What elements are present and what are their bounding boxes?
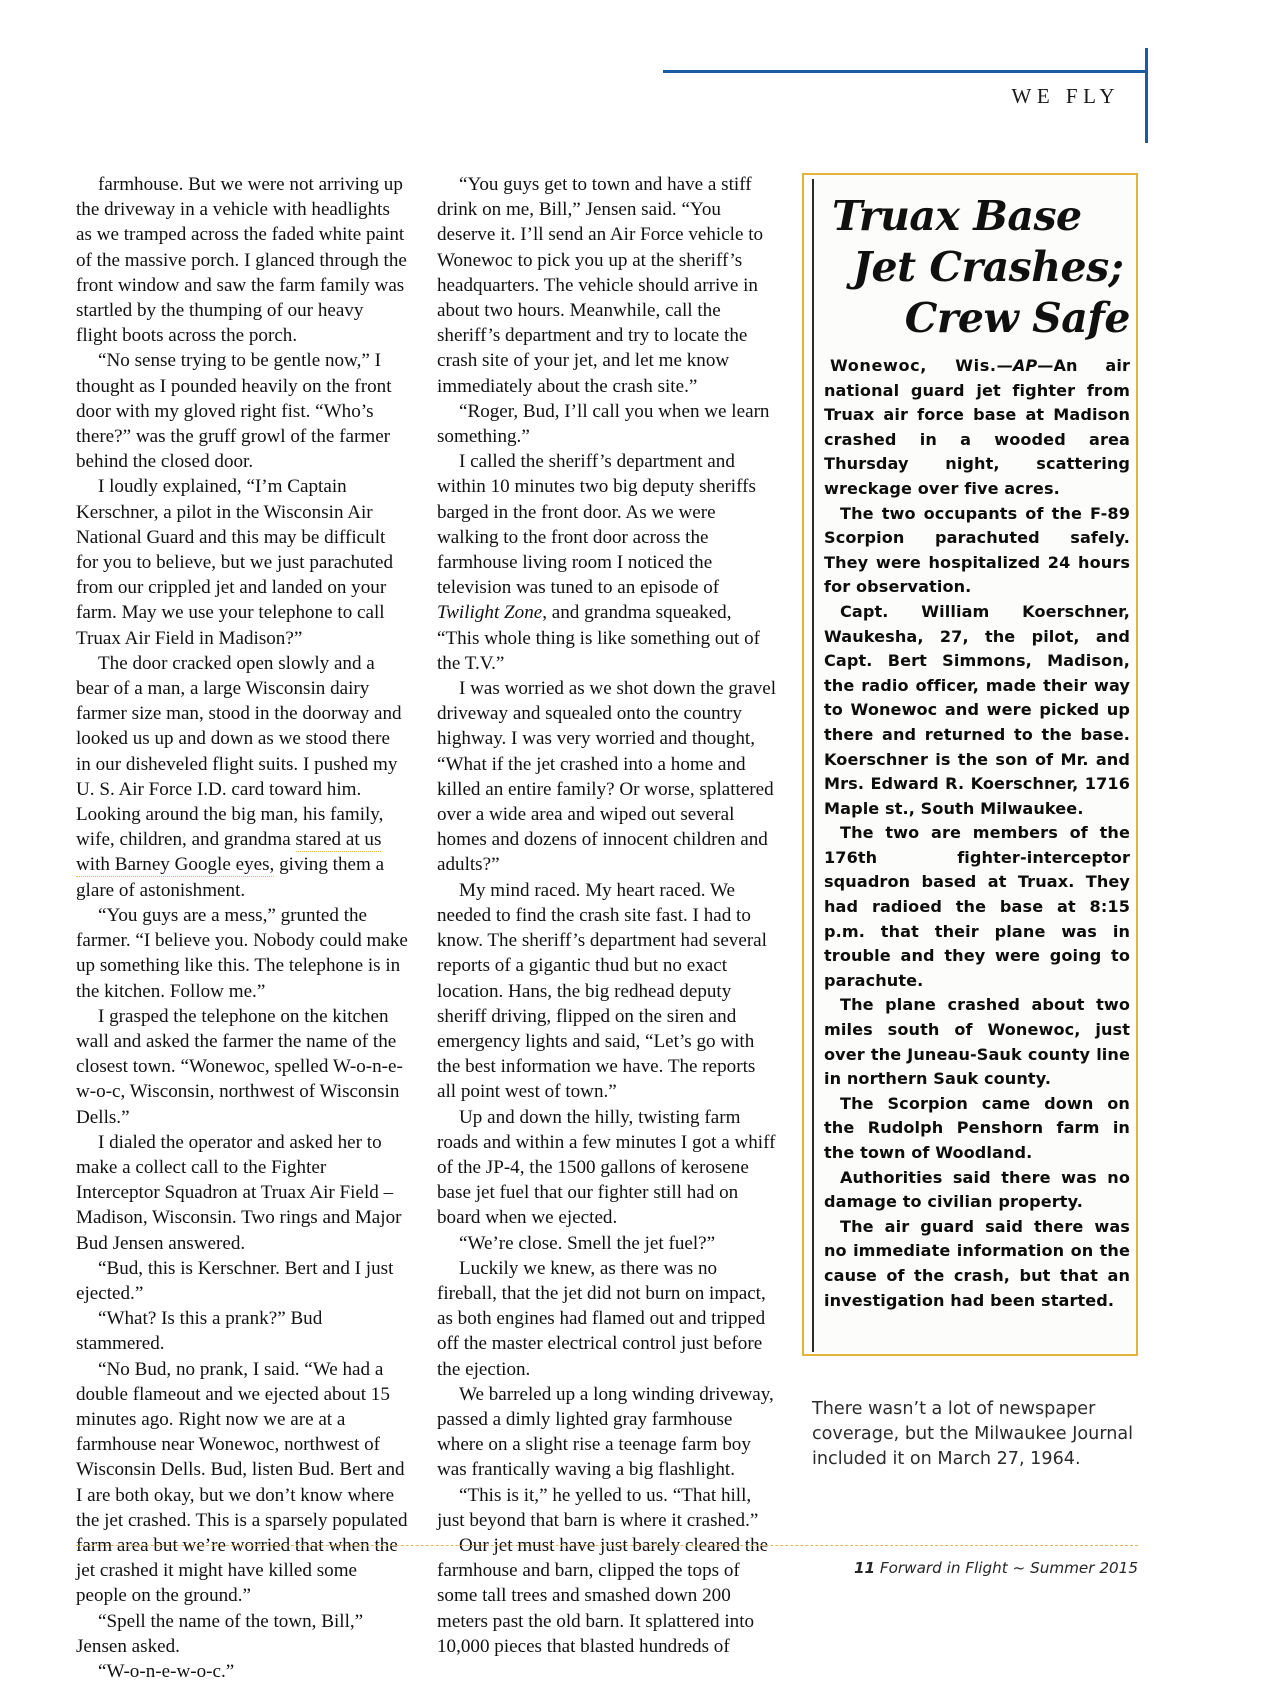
paragraph-text-part-2: , and grandma squeaked, “This whole thing is like something out of the T.V.” — [437, 602, 760, 674]
paragraph: Luckily we knew, as there was no fireball, that the jet did not burn on impact, as both engines had flamed out and tripped off the master electrical control just before the ejection. — [437, 1257, 766, 1380]
paragraph: “You guys get to town and have a stiff drink on me, Bill,” Jensen said. “You deserve it. I’ll send an Air Force vehicle to Wonewoc to pick you up at the sheriff’s headquarters. The vehicle should arrive in about two hours. Meanwhile, call the sheriff’s department and try to locate the crash site of your jet, and let me know immediately about the crash site.” — [437, 174, 764, 397]
paragraph: “This is it,” he yelled to us. “That hill, just beyond that barn is where it crashed.” — [437, 1484, 759, 1531]
newspaper-paragraph: The two occupants of the F-89 Scorpion parachuted safely. They were hospitalized 24 hours for observation. — [824, 503, 1130, 597]
tv-show-title: Twilight Zone — [437, 602, 543, 624]
paragraph: “Roger, Bud, I’ll call you when we learn something.” — [437, 400, 770, 448]
newspaper-paragraph: The Scorpion came down on the Rudolph Penshorn farm in the town of Woodland. — [824, 1093, 1130, 1162]
newspaper-clipping — [802, 173, 1138, 1356]
newspaper-paragraph: Capt. William Koerschner, Waukesha, 27, the pilot, and Capt. Bert Simmons, Madison, the radio officer, made their way to Wonewoc and were picked up there and returned to the base. Koerschner is the son of Mr. and Mrs. Edward R. Koerschner, 1716 Maple st., South Milwaukee. — [824, 601, 1130, 818]
newspaper-headline — [824, 191, 1130, 344]
paragraph: “No Bud, no prank, I said. “We had a double flameout and we ejected about 15 minutes ago. Right now we are at a farmhouse near Wonewoc, northwest of Wisconsin Dells. Bud, listen Bud. Bert and I are both okay, but we don’t know where the jet crashed. This is a sparsely populated farm area but we’re worried that when the jet crashed it might have killed some people on the ground.” — [76, 1358, 408, 1607]
newspaper-paragraph: The two are members of the 176th fighter-interceptor squadron based at Truax. They had radioed the base at 8:15 p.m. that their plane was in trouble and they were going to parachute. — [824, 823, 1130, 990]
paragraph: farmhouse. But we were not arriving up the driveway in a vehicle with headlights as we tramped across the faded white paint of the massive porch. I glanced through the front window and saw the farm family was startled by the thumping of our heavy flight boots across the porch. — [76, 174, 407, 347]
newspaper-paragraph: The air guard said there was no immediate information on the cause of the crash, but that an investigation had been started. — [824, 1216, 1130, 1310]
newspaper-paragraph: The plane crashed about two miles south of Wonewoc, just over the Juneau-Sauk county line in northern Sauk county. — [824, 995, 1130, 1089]
paragraph: “You guys are a mess,” grunted the farmer. “I believe you. Nobody could make up something like this. The telephone is in the kitchen. Follow me.” — [76, 904, 408, 1002]
running-head-title: WE FLY — [1011, 84, 1120, 108]
body-column-2 — [437, 172, 777, 1659]
figure-caption: There wasn’t a lot of newspaper coverage, but the Milwaukee Journal included it on March 27, 1964. — [812, 1399, 1134, 1469]
paragraph: “W-o-n-e-w-o-c.” — [98, 1660, 235, 1682]
paragraph-text-part-1: The door cracked open slowly and a bear of a man, a large Wisconsin dairy farmer size man, stood in the doorway and looked us up and down as we stood there in our disheveled flight suits. I pushed my U. S. Air Force I.D. card toward him. Looking around the big man, his family, wife, children, and grandma — [76, 652, 402, 851]
running-head — [663, 70, 1148, 160]
paragraph: “No sense trying to be gentle now,” I thought as I pounded heavily on the front door with my gloved right fist. “Who’s there?” was the gruff growl of the farmer behind the closed door. — [76, 350, 392, 473]
newspaper-dateline-dash-2: — — [1037, 356, 1054, 375]
paragraph: Up and down the hilly, twisting farm roads and within a few minutes I got a whiff of the JP-4, the 1500 gallons of kerosene base jet fuel that our fighter still had on board when we ejected. — [437, 1106, 776, 1229]
paragraph: Our jet must have just barely cleared the farmhouse and barn, clipped the tops of some tall trees and smashed down 200 meters past the old barn. It splattered into 10,000 pieces that blasted hundreds of — [437, 1534, 769, 1657]
paragraph: “What? Is this a prank?” Bud stammered. — [76, 1308, 323, 1355]
paragraph-with-title — [437, 449, 777, 676]
paragraph-text-part-1: I called the sheriff’s department and within 10 minutes two big deputy sheriffs barged in the front door. As we were walking to the front door across the farmhouse living room I noticed the television was tuned to an episode of — [437, 451, 756, 599]
paragraph: I grasped the telephone on the kitchen wall and asked the farmer the name of the closest town. “Wonewoc, spelled W-o-n-e-w-o-c, Wisconsin, northwest of Wisconsin Dells.” — [76, 1005, 403, 1128]
publication-name: Forward in Flight ~ Summer 2015 — [879, 1559, 1138, 1577]
page-number: 11 — [853, 1559, 876, 1577]
newspaper-lead-text: An air national guard jet fighter from Truax air force base at Madison crashed in a wooded area Thursday night, scattering wreckage over five acres. — [824, 356, 1130, 498]
footer-rule — [76, 1545, 1138, 1546]
paragraph: “We’re close. Smell the jet fuel?” — [459, 1232, 716, 1254]
paragraph: I loudly explained, “I’m Captain Kerschner, a pilot in the Wisconsin Air National Guard and this may be difficult for you to believe, but we just parachuted from our crippled jet and landed on your farm. May we use your telephone to call Truax Air Field in Madison?” — [76, 476, 394, 649]
paragraph: “Spell the name of the town, Bill,” Jensen asked. — [76, 1610, 364, 1657]
newspaper-headline-line-2: Jet Crashes; — [852, 243, 1124, 291]
paragraph: I was worried as we shot down the gravel driveway and squealed onto the country highway. I was very worried and thought, “What if the jet crashed into a home and killed an entire family? Or worse, splattered over a wide area and wiped out several homes and dozens of innocent children and adults?” — [437, 678, 777, 876]
paragraph-text-part-2: giving them a glare of astonishment. — [76, 854, 385, 901]
body-column-1 — [76, 172, 409, 1684]
newspaper-dateline: Wonewoc, Wis. — [830, 356, 997, 375]
running-head-vertical-rule — [1145, 48, 1148, 143]
highlighted-phrase: stared at us with Barney Google eyes, — [76, 829, 382, 876]
newspaper-headline-line-3: Crew Safe — [904, 294, 1130, 342]
paragraph: We barreled up a long winding driveway, passed a dimly lighted gray farmhouse where on a slight rise a teenage farm boy was frantically waving a big flashlight. — [437, 1383, 774, 1481]
newspaper-dateline-dash: — — [996, 356, 1013, 375]
footer — [854, 1559, 1138, 1577]
newspaper-headline-line-1: Truax Base — [832, 192, 1082, 240]
newspaper-body — [824, 354, 1130, 1313]
paragraph: My mind raced. My heart raced. We needed to find the crash site fast. I had to know. The sheriff’s department had several reports of a gigantic thud but no exact location. Hans, the big redhead deputy sheriff driving, flipped on the siren and emergency lights and said, “Let’s go with the best information we have. The reports all point west of town.” — [437, 879, 767, 1103]
newspaper-clipping-inner — [812, 179, 1134, 1352]
running-head-horizontal-rule — [663, 70, 1148, 73]
paragraph: “Bud, this is Kerschner. Bert and I just ejected.” — [76, 1257, 394, 1304]
paragraph-with-highlight — [76, 651, 409, 903]
newspaper-paragraph-lead — [824, 354, 1130, 502]
newspaper-agency-credit: AP — [1012, 356, 1038, 375]
newspaper-paragraph: Authorities said there was no damage to civilian property. — [824, 1167, 1130, 1212]
paragraph: I dialed the operator and asked her to make a collect call to the Fighter Interceptor Squadron at Truax Air Field – Madison, Wisconsin. Two rings and Major Bud Jensen answered. — [76, 1131, 402, 1254]
